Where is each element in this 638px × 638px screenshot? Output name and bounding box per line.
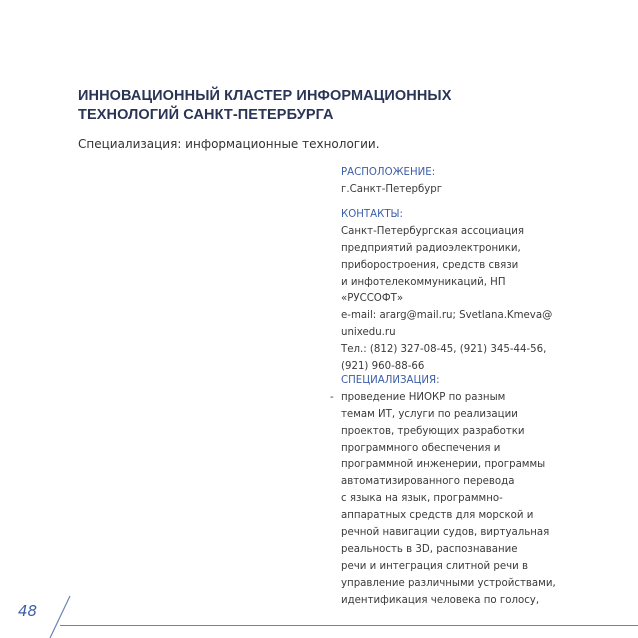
- contacts-line: «РУССОФТ»: [341, 293, 404, 305]
- contacts-phone: Тел.: (812) 327-08-45, (921) 345-44-56,: [341, 344, 547, 356]
- location-section: [341, 165, 556, 199]
- specialization-line: проектов, требующих разработки: [341, 425, 525, 437]
- specialization-section: [330, 373, 556, 609]
- contacts-line: и инфотелекоммуникаций, НП: [341, 276, 506, 288]
- page-number: 48: [18, 602, 38, 620]
- subtitle: Специализация: информационные технологии.: [78, 137, 380, 151]
- title-line-1: ИННОВАЦИОННЫЙ КЛАСТЕР ИНФОРМАЦИОННЫХ: [78, 88, 452, 104]
- location-line: г.Санкт-Петербург: [341, 183, 443, 195]
- title-line-2: ТЕХНОЛОГИЙ САНКТ-ПЕТЕРБУРГА: [78, 107, 334, 123]
- contacts-line: приборостроения, средств связи: [341, 259, 519, 271]
- specialization-line: темам ИТ, услуги по реализации: [341, 408, 518, 420]
- contacts-email: e-mail: ararg@mail.ru; Svetlana.Kmeva@: [341, 310, 553, 322]
- location-heading: РАСПОЛОЖЕНИЕ:: [341, 167, 436, 178]
- contacts-phone: (921) 960-88-66: [341, 361, 425, 373]
- specialization-line: речи и интеграция слитной речи в: [341, 560, 528, 572]
- page-title: [78, 87, 548, 125]
- specialization-heading: СПЕЦИАЛИЗАЦИЯ:: [341, 375, 440, 386]
- contacts-email: unixedu.ru: [341, 327, 396, 339]
- specialization-line: автоматизированного перевода: [341, 476, 515, 488]
- specialization-line: речной навигации судов, виртуальная: [341, 527, 550, 539]
- specialization-line: управление различными устройствами,: [341, 577, 556, 589]
- contacts-heading: КОНТАКТЫ:: [341, 209, 403, 220]
- specialization-line: с языка на язык, программно-: [341, 493, 503, 505]
- bullet-dash: -: [330, 392, 334, 403]
- footer-rule: [60, 625, 638, 626]
- specialization-line: идентификация человека по голосу,: [341, 594, 540, 606]
- contacts-section: [341, 207, 556, 376]
- specialization-line: программного обеспечения и: [341, 442, 501, 454]
- specialization-line: проведение НИОКР по разным: [341, 391, 506, 403]
- footer-slash-icon: [0, 592, 80, 638]
- specialization-line: аппаратных средств для морской и: [341, 510, 534, 522]
- contacts-line: предприятий радиоэлектроники,: [341, 242, 521, 254]
- specialization-line: реальность в 3D, распознавание: [341, 543, 518, 555]
- specialization-line: программной инженерии, программы: [341, 459, 546, 471]
- contacts-line: Санкт-Петербургская ассоциация: [341, 225, 525, 237]
